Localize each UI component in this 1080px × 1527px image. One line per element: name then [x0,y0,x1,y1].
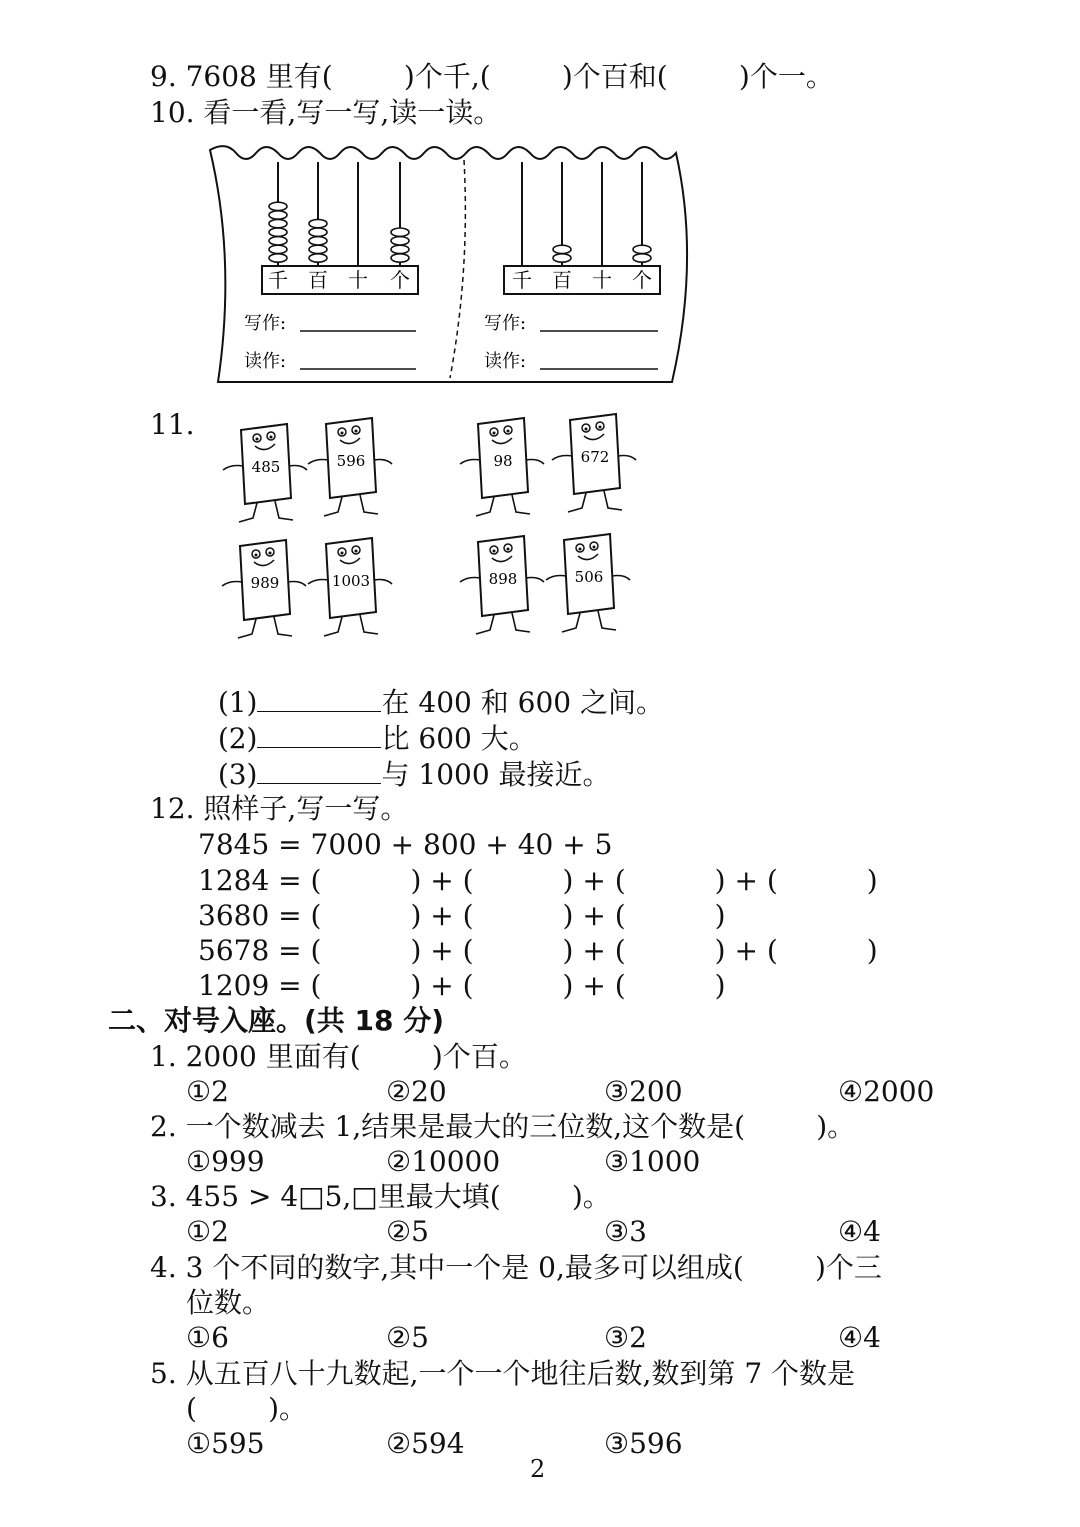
number-card-value: 672 [580,448,610,466]
number-card-character [308,538,392,636]
q11-item-2-text: 比 600 大。 [381,722,537,755]
number-card-value: 596 [336,452,366,470]
q11-item-3-text: 与 1000 最接近。 [381,758,611,791]
number-card-value: 485 [251,458,281,476]
divider-dashed [450,160,465,378]
abacus-left-bead [309,219,327,227]
number-card-character [546,534,630,632]
abacus-right-label-hundreds: 百 [552,268,572,292]
s2-q2-option-1[interactable]: ①999 [186,1145,265,1178]
abacus-left-bead [309,237,327,245]
abacus-left-label-hundreds: 百 [308,268,328,292]
abacus-left-bead [269,245,287,253]
s2-q5-option-2[interactable]: ②594 [386,1427,465,1460]
number-card-character [223,424,307,522]
s2-q3-option-2[interactable]: ②5 [386,1215,429,1248]
abacus-left-bead [309,245,327,253]
abacus-right-bead [553,245,571,253]
abacus-right-label-thousands: 千 [512,268,532,292]
s2-q5-option-1[interactable]: ①595 [186,1427,265,1460]
s2-q3-option-1[interactable]: ①2 [186,1215,229,1248]
abacus-left [262,162,418,294]
number-card-value: 1003 [331,572,371,590]
abacus-left-bead [269,202,287,210]
abacus-left-bead [391,237,409,245]
number-card-character [460,536,544,634]
abacus-left-label-tens: 十 [348,268,368,292]
q11-item-2-num: (2) [217,722,258,755]
q11-item-3-blank[interactable] [257,759,381,784]
page-number: 2 [530,1455,546,1483]
s2-q4-option-1[interactable]: ①6 [186,1321,229,1354]
section-2-heading: 二、对号入座。(共 18 分) [108,1004,445,1037]
number-card-value: 506 [574,568,604,586]
right-write-label: 写作: [484,313,527,334]
q11-item-1-num: (1) [217,686,258,719]
s2-q4-option-2[interactable]: ②5 [386,1321,429,1354]
abacus-right-label-ones: 个 [632,268,652,292]
s2-question-5: 5. 从五百八十九数起,一个一个地往后数,数到第 7 个数是 [150,1357,856,1390]
s2-q1-option-3[interactable]: ③200 [604,1075,683,1108]
s2-question-5-cont: ( )。 [186,1392,308,1425]
s2-q1-option-4[interactable]: ④2000 [838,1075,935,1108]
q12-example: 7845 = 7000 + 800 + 40 + 5 [198,828,613,861]
s2-q1-option-2[interactable]: ②20 [386,1075,447,1108]
abacus-left-bead [391,254,409,262]
s2-q2-option-2[interactable]: ②10000 [386,1145,501,1178]
abacus-left-label-ones: 个 [390,268,410,292]
s2-q3-option-3[interactable]: ③3 [604,1215,647,1248]
number-card-value: 98 [493,452,513,470]
abacus-left-bead [269,237,287,245]
s2-question-2: 2. 一个数减去 1,结果是最大的三位数,这个数是( )。 [150,1110,856,1143]
q11-item-1-text: 在 400 和 600 之间。 [381,686,664,719]
number-card-value: 989 [250,574,280,592]
s2-question-3: 3. 455 > 4□5,□里最大填( )。 [150,1180,611,1213]
s2-q5-option-3[interactable]: ③596 [604,1427,683,1460]
scroll-frame [210,146,687,382]
question-9: 9. 7608 里有( )个千,( )个百和( )个一。 [150,60,834,93]
number-cards [222,414,636,638]
number-card-character [222,540,306,638]
s2-q3-option-4[interactable]: ④4 [838,1215,881,1248]
abacus-left-label-thousands: 千 [268,268,288,292]
s2-q4-option-3[interactable]: ③2 [604,1321,647,1354]
number-card-character [308,418,392,516]
s2-question-1: 1. 2000 里面有( )个百。 [150,1040,527,1073]
left-read-label: 读作: [244,351,287,372]
q11-item-3-num: (3) [217,758,258,791]
abacus-left-bead [269,254,287,262]
q12-row-3[interactable]: 5678 = ( ) + ( ) + ( ) + ( ) [198,934,878,967]
q12-row-1[interactable]: 1284 = ( ) + ( ) + ( ) + ( ) [198,864,878,897]
abacus-left-bead [309,254,327,262]
abacus-left-bead [269,219,287,227]
s2-q4-option-4[interactable]: ④4 [838,1321,881,1354]
q11-item-3 [200,724,611,792]
abacus-left-bead [269,228,287,236]
question-11-number: 11. [150,408,195,441]
s2-question-4: 4. 3 个不同的数字,其中一个是 0,最多可以组成( )个三 [150,1251,882,1284]
number-card-character [460,418,544,516]
abacus-left-bead [391,228,409,236]
abacus-right-bead [633,245,651,253]
s2-q2-option-3[interactable]: ③1000 [604,1145,701,1178]
left-write-label: 写作: [244,313,287,334]
q12-row-4[interactable]: 1209 = ( ) + ( ) + ( ) [198,969,726,1002]
abacus-left-bead [391,245,409,253]
s2-q1-option-1[interactable]: ①2 [186,1075,229,1108]
abacus-left-bead [269,211,287,219]
abacus-right-bead [633,254,651,262]
number-card-value: 898 [488,570,518,588]
q12-row-2[interactable]: 3680 = ( ) + ( ) + ( ) [198,899,726,932]
right-read-label: 读作: [484,351,527,372]
abacus-right-label-tens: 十 [592,268,612,292]
abacus-left-bead [309,228,327,236]
abacus-right [504,162,660,294]
question-12-title: 12. 照样子,写一写。 [150,792,409,825]
number-card-character [552,414,636,512]
question-10-title: 10. 看一看,写一写,读一读。 [150,96,502,129]
s2-question-4-cont: 位数。 [186,1286,271,1319]
abacus-right-bead [553,254,571,262]
